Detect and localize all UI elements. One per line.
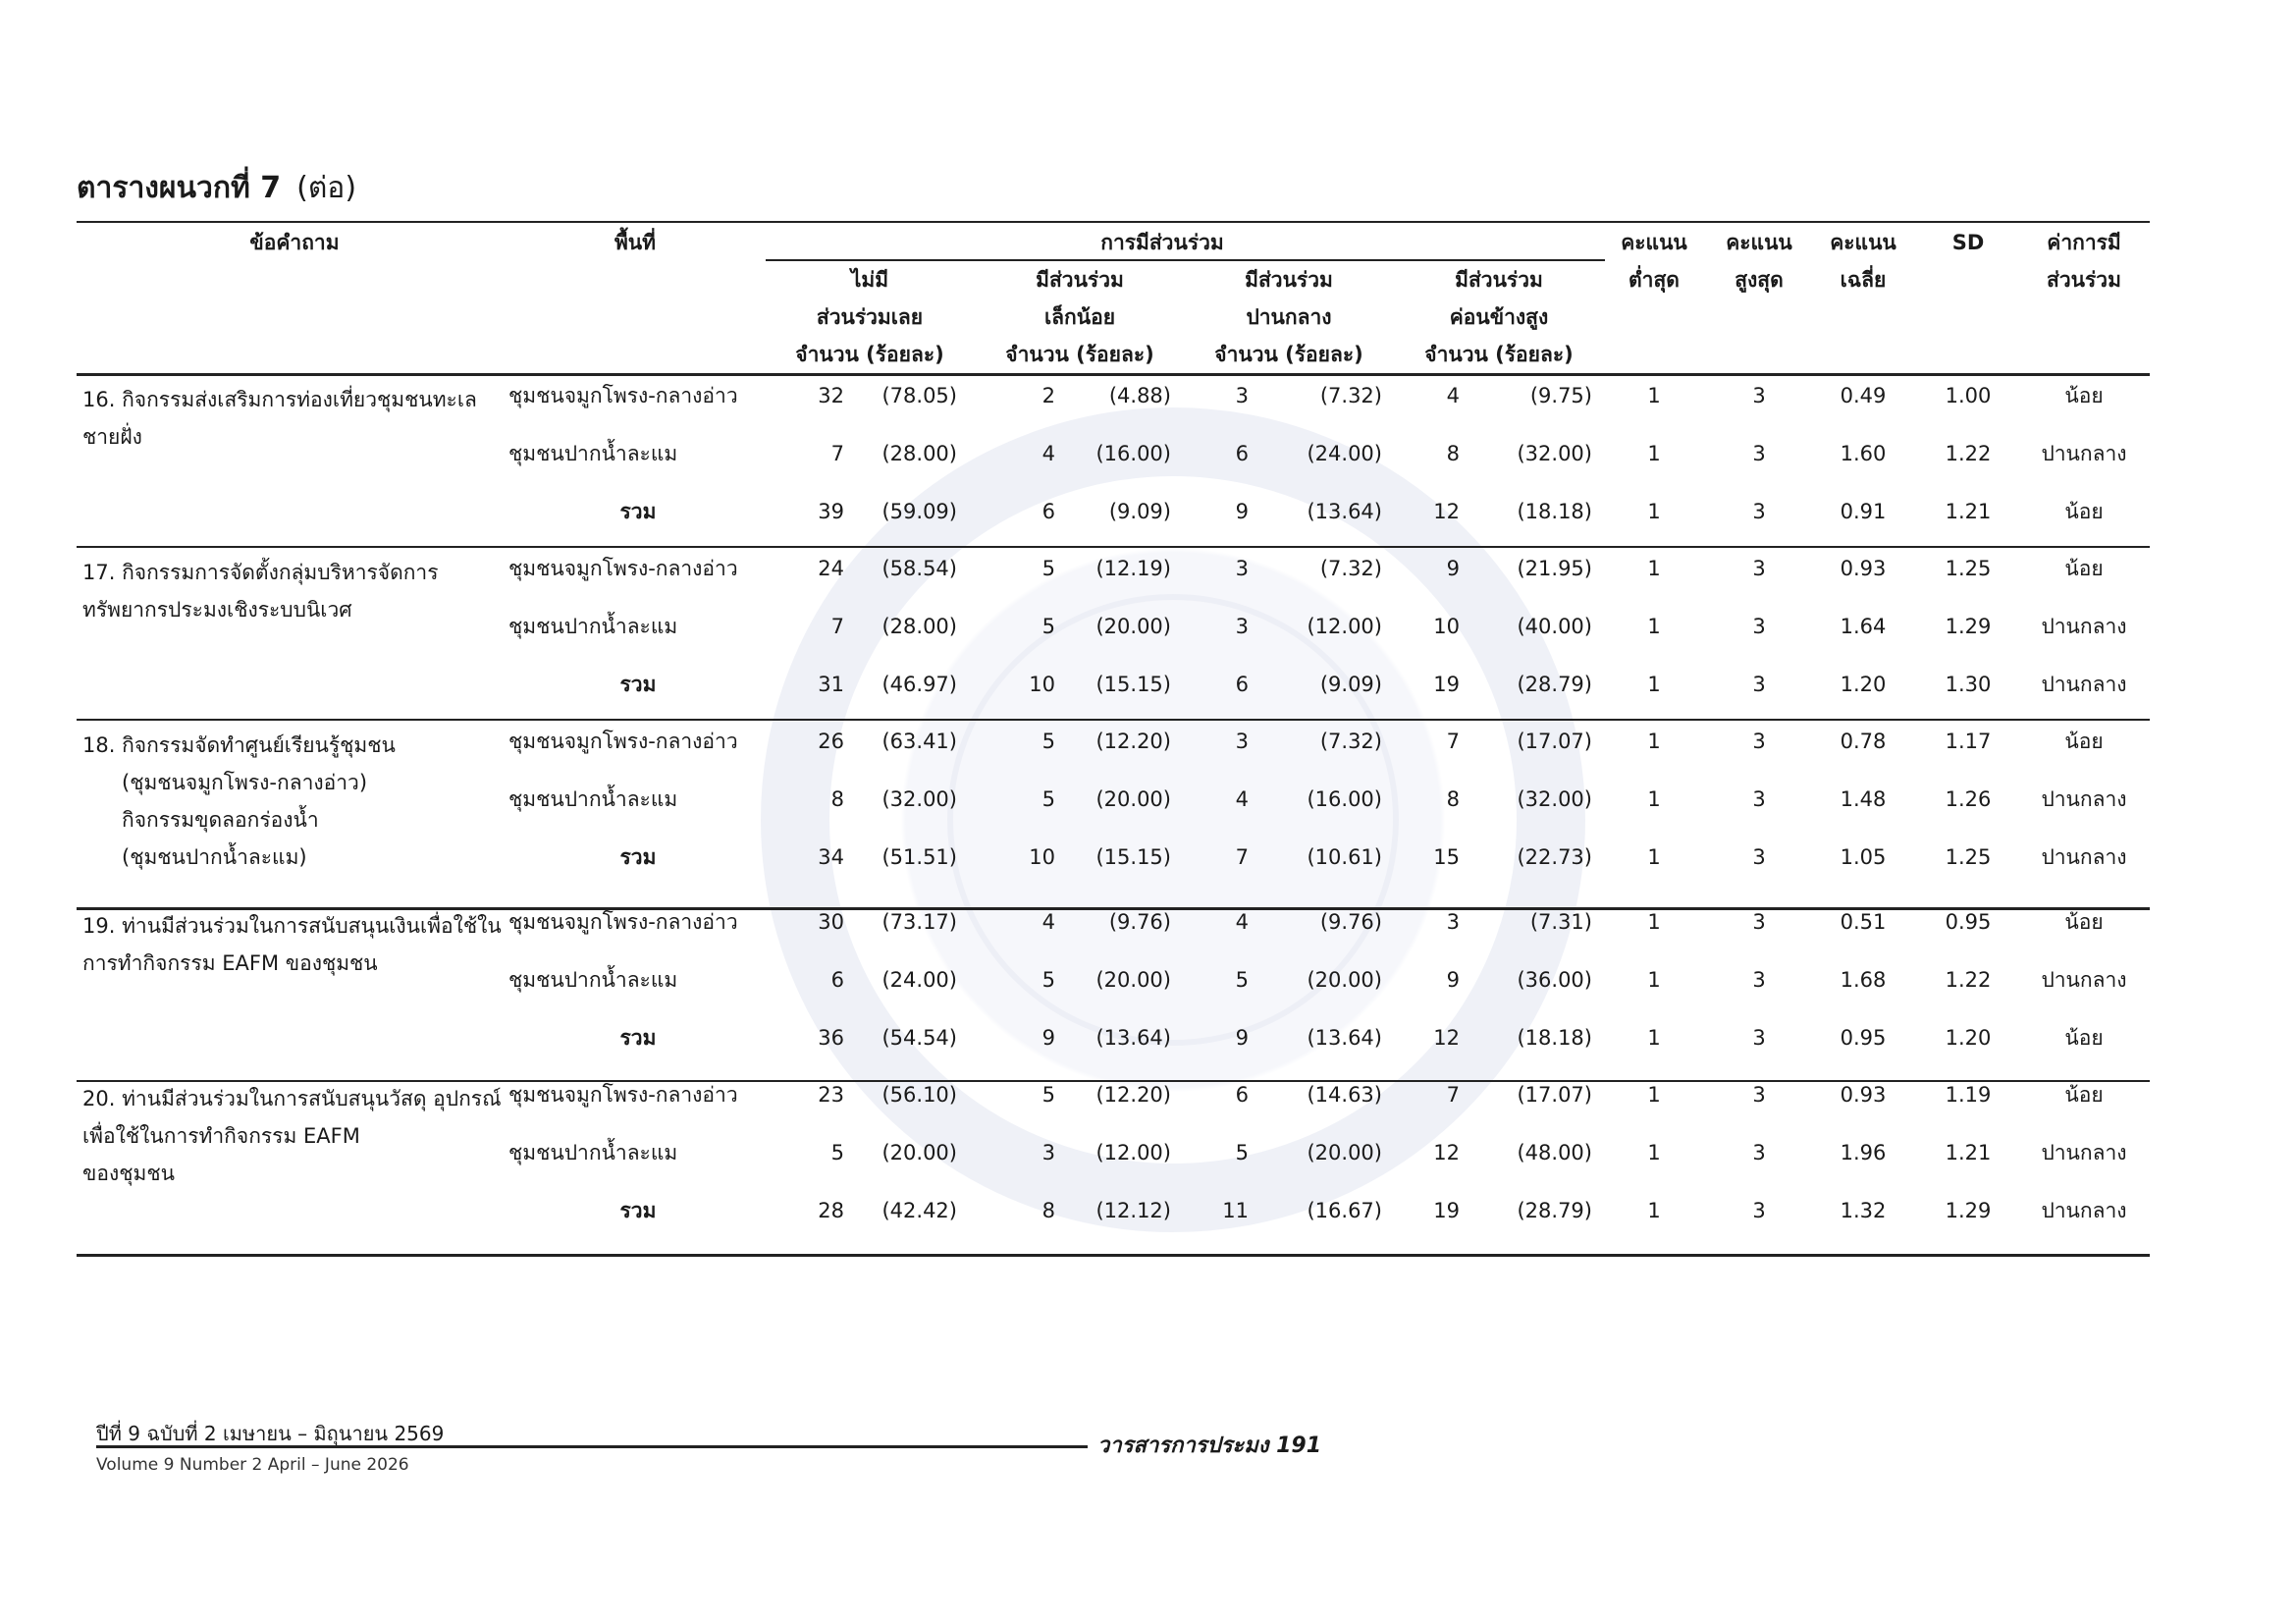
table-title-text: ตารางผนวกที่ 7 [77, 171, 282, 205]
count-cell: 12 [1433, 1026, 1460, 1050]
count-cell: 32 [818, 384, 844, 407]
count-cell: 11 [1222, 1199, 1249, 1222]
percent-cell: (13.64) [1095, 1026, 1171, 1050]
header-cat4-line2: ค่อนข้างสูง [1449, 305, 1549, 329]
count-cell: 19 [1433, 1199, 1460, 1222]
percent-cell: (42.42) [881, 1199, 957, 1222]
row-area: ชุมชนปากน้ำละแม [508, 1141, 678, 1164]
min-cell: 1 [1647, 1141, 1661, 1164]
max-cell: 3 [1752, 1083, 1766, 1107]
header-bottom-rule [77, 373, 2150, 376]
count-cell: 9 [1446, 968, 1460, 992]
question-text-line: ทรัพยากรประมงเชิงระบบนิเวศ [82, 598, 352, 622]
percent-cell: (12.00) [1307, 615, 1382, 638]
count-cell: 5 [1235, 968, 1249, 992]
question-text-line: 16. กิจกรรมส่งเสริมการท่องเที่ยวชุมชนทะเล [82, 388, 477, 411]
level-cell: ปานกลาง [2041, 442, 2127, 465]
level-cell: ปานกลาง [2041, 845, 2127, 869]
header-cat3-line3: จำนวน (ร้อยละ) [1214, 343, 1363, 366]
sd-cell: 1.30 [1945, 673, 1992, 696]
percent-cell: (7.32) [1319, 730, 1382, 753]
count-cell: 7 [1446, 730, 1460, 753]
count-cell: 8 [830, 787, 844, 811]
percent-cell: (16.67) [1307, 1199, 1382, 1222]
sd-cell: 1.00 [1945, 384, 1992, 407]
row-area-total: รวม [619, 673, 657, 696]
avg-cell: 0.78 [1840, 730, 1887, 753]
count-cell: 3 [1041, 1141, 1055, 1164]
header-cat2-line3: จำนวน (ร้อยละ) [1005, 343, 1154, 366]
question-text-line: ของชุมชน [82, 1162, 175, 1185]
header-cat4-line1: มีส่วนร่วม [1455, 268, 1543, 292]
percent-cell: (14.63) [1307, 1083, 1382, 1107]
header-area: พื้นที่ [614, 231, 657, 254]
percent-cell: (32.00) [1517, 787, 1592, 811]
header-sd: SD [1951, 231, 1985, 254]
percent-cell: (28.79) [1517, 1199, 1592, 1222]
count-cell: 10 [1029, 673, 1055, 696]
header-min-line2: ต่ำสุด [1629, 268, 1680, 292]
min-cell: 1 [1647, 557, 1661, 580]
min-cell: 1 [1647, 1026, 1661, 1050]
avg-cell: 0.95 [1840, 1026, 1887, 1050]
min-cell: 1 [1647, 910, 1661, 934]
table-bottom-rule [77, 1254, 2150, 1257]
row-area: ชุมชนจมูกโพรง-กลางอ่าว [508, 557, 738, 580]
count-cell: 6 [1041, 500, 1055, 523]
count-cell: 10 [1433, 615, 1460, 638]
count-cell: 3 [1446, 910, 1460, 934]
table-title [77, 165, 356, 211]
group-separator-rule-2 [77, 719, 2150, 721]
count-cell: 3 [1235, 557, 1249, 580]
avg-cell: 1.68 [1840, 968, 1887, 992]
count-cell: 15 [1433, 845, 1460, 869]
level-cell: ปานกลาง [2041, 1141, 2127, 1164]
percent-cell: (12.00) [1095, 1141, 1171, 1164]
question-text-line: 17. กิจกรรมการจัดตั้งกลุ่มบริหารจัดการ [82, 561, 439, 584]
level-cell: ปานกลาง [2041, 787, 2127, 811]
percent-cell: (7.31) [1529, 910, 1592, 934]
sd-cell: 1.21 [1945, 1141, 1992, 1164]
percent-cell: (40.00) [1517, 615, 1592, 638]
percent-cell: (56.10) [881, 1083, 957, 1107]
count-cell: 3 [1235, 730, 1249, 753]
percent-cell: (28.79) [1517, 673, 1592, 696]
percent-cell: (48.00) [1517, 1141, 1592, 1164]
sd-cell: 1.20 [1945, 1026, 1992, 1050]
header-avg-line2: เฉลี่ย [1840, 268, 1887, 292]
footer-issue-thai: ปีที่ 9 ฉบับที่ 2 เมษายน – มิถุนายน 2569 [96, 1422, 445, 1445]
count-cell: 28 [818, 1199, 844, 1222]
count-cell: 26 [818, 730, 844, 753]
participation-header-rule [766, 259, 1605, 261]
question-text-line: 20. ท่านมีส่วนร่วมในการสนับสนุนวัสดุ อุปกรณ์ [82, 1087, 502, 1110]
percent-cell: (63.41) [881, 730, 957, 753]
level-cell: น้อย [2064, 1026, 2104, 1050]
count-cell: 4 [1041, 442, 1055, 465]
avg-cell: 1.60 [1840, 442, 1887, 465]
percent-cell: (4.88) [1108, 384, 1171, 407]
percent-cell: (10.61) [1307, 845, 1382, 869]
sd-cell: 1.29 [1945, 615, 1992, 638]
count-cell: 5 [1041, 730, 1055, 753]
row-area-total: รวม [619, 845, 657, 869]
footer-journal-page: วารสารการประมง 191 [1097, 1434, 1322, 1458]
max-cell: 3 [1752, 1026, 1766, 1050]
percent-cell: (13.64) [1307, 1026, 1382, 1050]
header-participation: การมีส่วนร่วม [1100, 231, 1224, 254]
percent-cell: (28.00) [881, 615, 957, 638]
count-cell: 5 [1041, 968, 1055, 992]
percent-cell: (24.00) [1307, 442, 1382, 465]
count-cell: 23 [818, 1083, 844, 1107]
count-cell: 3 [1235, 615, 1249, 638]
max-cell: 3 [1752, 787, 1766, 811]
count-cell: 5 [1041, 557, 1055, 580]
header-question: ข้อคำถาม [249, 231, 340, 254]
min-cell: 1 [1647, 442, 1661, 465]
percent-cell: (20.00) [1307, 1141, 1382, 1164]
sd-cell: 1.21 [1945, 500, 1992, 523]
header-cat1-line1: ไม่มี [850, 268, 889, 292]
max-cell: 3 [1752, 500, 1766, 523]
question-text-line: ชายฝั่ง [82, 425, 142, 449]
count-cell: 8 [1041, 1199, 1055, 1222]
question-text-line: (ชุมชนปากน้ำละแม) [122, 845, 307, 869]
percent-cell: (17.07) [1517, 1083, 1592, 1107]
percent-cell: (51.51) [881, 845, 957, 869]
count-cell: 8 [1446, 787, 1460, 811]
level-cell: ปานกลาง [2041, 1199, 2127, 1222]
count-cell: 6 [1235, 442, 1249, 465]
count-cell: 39 [818, 500, 844, 523]
percent-cell: (7.32) [1319, 557, 1382, 580]
count-cell: 7 [1235, 845, 1249, 869]
percent-cell: (15.15) [1095, 673, 1171, 696]
count-cell: 36 [818, 1026, 844, 1050]
percent-cell: (28.00) [881, 442, 957, 465]
header-cat1-line3: จำนวน (ร้อยละ) [795, 343, 944, 366]
percent-cell: (17.07) [1517, 730, 1592, 753]
count-cell: 4 [1235, 787, 1249, 811]
question-text-line: เพื่อใช้ในการทำกิจกรรม EAFM [82, 1124, 360, 1148]
percent-cell: (7.32) [1319, 384, 1382, 407]
percent-cell: (9.76) [1108, 910, 1171, 934]
count-cell: 5 [1041, 787, 1055, 811]
count-cell: 7 [830, 615, 844, 638]
avg-cell: 1.32 [1840, 1199, 1887, 1222]
percent-cell: (15.15) [1095, 845, 1171, 869]
min-cell: 1 [1647, 787, 1661, 811]
max-cell: 3 [1752, 673, 1766, 696]
sd-cell: 1.17 [1945, 730, 1992, 753]
min-cell: 1 [1647, 968, 1661, 992]
count-cell: 4 [1041, 910, 1055, 934]
question-text-line: (ชุมชนจมูกโพรง-กลางอ่าว) [122, 771, 368, 794]
count-cell: 12 [1433, 500, 1460, 523]
count-cell: 5 [1041, 615, 1055, 638]
footer-issue-english: Volume 9 Number 2 April – June 2026 [96, 1455, 409, 1475]
level-cell: น้อย [2064, 1083, 2104, 1107]
question-text-line: กิจกรรมขุดลอกร่องน้ำ [122, 808, 319, 832]
percent-cell: (13.64) [1307, 500, 1382, 523]
percent-cell: (73.17) [881, 910, 957, 934]
count-cell: 4 [1446, 384, 1460, 407]
max-cell: 3 [1752, 1199, 1766, 1222]
count-cell: 3 [1235, 384, 1249, 407]
sd-cell: 1.22 [1945, 442, 1992, 465]
count-cell: 7 [1446, 1083, 1460, 1107]
group-separator-rule-1 [77, 546, 2150, 548]
percent-cell: (32.00) [881, 787, 957, 811]
min-cell: 1 [1647, 1199, 1661, 1222]
min-cell: 1 [1647, 615, 1661, 638]
level-cell: น้อย [2064, 730, 2104, 753]
row-area: ชุมชนปากน้ำละแม [508, 968, 678, 992]
header-min-line1: คะแนน [1621, 231, 1687, 254]
count-cell: 6 [1235, 673, 1249, 696]
max-cell: 3 [1752, 730, 1766, 753]
percent-cell: (12.20) [1095, 1083, 1171, 1107]
footer-rule [96, 1445, 1088, 1448]
count-cell: 34 [818, 845, 844, 869]
min-cell: 1 [1647, 1083, 1661, 1107]
sd-cell: 1.19 [1945, 1083, 1992, 1107]
count-cell: 9 [1446, 557, 1460, 580]
percent-cell: (12.20) [1095, 730, 1171, 753]
count-cell: 7 [830, 442, 844, 465]
avg-cell: 1.64 [1840, 615, 1887, 638]
percent-cell: (78.05) [881, 384, 957, 407]
header-max-line1: คะแนน [1726, 231, 1792, 254]
count-cell: 9 [1235, 500, 1249, 523]
row-area: ชุมชนจมูกโพรง-กลางอ่าว [508, 384, 738, 407]
level-cell: น้อย [2064, 910, 2104, 934]
sd-cell: 1.25 [1945, 557, 1992, 580]
max-cell: 3 [1752, 910, 1766, 934]
percent-cell: (58.54) [881, 557, 957, 580]
table-title-continued: (ต่อ) [296, 171, 357, 205]
percent-cell: (12.12) [1095, 1199, 1171, 1222]
percent-cell: (20.00) [1095, 615, 1171, 638]
header-cat3-line1: มีส่วนร่วม [1245, 268, 1333, 292]
header-level-line1: ค่าการมี [2047, 231, 2121, 254]
count-cell: 5 [1235, 1141, 1249, 1164]
count-cell: 2 [1041, 384, 1055, 407]
avg-cell: 1.48 [1840, 787, 1887, 811]
question-text-line: 18. กิจกรรมจัดทำศูนย์เรียนรู้ชุมชน [82, 733, 396, 757]
avg-cell: 1.96 [1840, 1141, 1887, 1164]
count-cell: 5 [830, 1141, 844, 1164]
row-area: ชุมชนจมูกโพรง-กลางอ่าว [508, 730, 738, 753]
level-cell: ปานกลาง [2041, 968, 2127, 992]
avg-cell: 1.20 [1840, 673, 1887, 696]
avg-cell: 0.51 [1840, 910, 1887, 934]
percent-cell: (36.00) [1517, 968, 1592, 992]
avg-cell: 0.93 [1840, 557, 1887, 580]
level-cell: น้อย [2064, 384, 2104, 407]
percent-cell: (9.76) [1319, 910, 1382, 934]
header-avg-line1: คะแนน [1830, 231, 1896, 254]
max-cell: 3 [1752, 1141, 1766, 1164]
avg-cell: 0.49 [1840, 384, 1887, 407]
header-cat4-line3: จำนวน (ร้อยละ) [1424, 343, 1574, 366]
count-cell: 6 [1235, 1083, 1249, 1107]
sd-cell: 1.22 [1945, 968, 1992, 992]
percent-cell: (9.75) [1529, 384, 1592, 407]
percent-cell: (18.18) [1517, 1026, 1592, 1050]
percent-cell: (21.95) [1517, 557, 1592, 580]
question-text-line: การทำกิจกรรม EAFM ของชุมชน [82, 951, 378, 975]
percent-cell: (20.00) [1095, 787, 1171, 811]
min-cell: 1 [1647, 845, 1661, 869]
percent-cell: (46.97) [881, 673, 957, 696]
sd-cell: 1.29 [1945, 1199, 1992, 1222]
percent-cell: (9.09) [1108, 500, 1171, 523]
count-cell: 30 [818, 910, 844, 934]
row-area: ชุมชนจมูกโพรง-กลางอ่าว [508, 1083, 738, 1107]
level-cell: ปานกลาง [2041, 673, 2127, 696]
question-text-line: 19. ท่านมีส่วนร่วมในการสนับสนุนเงินเพื่อใช้ใน [82, 914, 502, 938]
level-cell: น้อย [2064, 557, 2104, 580]
header-cat3-line2: ปานกลาง [1246, 305, 1332, 329]
sd-cell: 1.25 [1945, 845, 1992, 869]
sd-cell: 1.26 [1945, 787, 1992, 811]
count-cell: 5 [1041, 1083, 1055, 1107]
header-level-line2: ส่วนร่วม [2047, 268, 2121, 292]
avg-cell: 0.93 [1840, 1083, 1887, 1107]
count-cell: 10 [1029, 845, 1055, 869]
count-cell: 12 [1433, 1141, 1460, 1164]
max-cell: 3 [1752, 845, 1766, 869]
header-cat2-line1: มีส่วนร่วม [1036, 268, 1124, 292]
max-cell: 3 [1752, 557, 1766, 580]
row-area: ชุมชนจมูกโพรง-กลางอ่าว [508, 910, 738, 934]
max-cell: 3 [1752, 442, 1766, 465]
row-area: ชุมชนปากน้ำละแม [508, 442, 678, 465]
min-cell: 1 [1647, 730, 1661, 753]
row-area-total: รวม [619, 1026, 657, 1050]
percent-cell: (20.00) [1095, 968, 1171, 992]
percent-cell: (20.00) [881, 1141, 957, 1164]
percent-cell: (59.09) [881, 500, 957, 523]
percent-cell: (18.18) [1517, 500, 1592, 523]
percent-cell: (22.73) [1517, 845, 1592, 869]
count-cell: 19 [1433, 673, 1460, 696]
min-cell: 1 [1647, 673, 1661, 696]
count-cell: 6 [830, 968, 844, 992]
count-cell: 9 [1235, 1026, 1249, 1050]
count-cell: 31 [818, 673, 844, 696]
min-cell: 1 [1647, 500, 1661, 523]
max-cell: 3 [1752, 384, 1766, 407]
percent-cell: (16.00) [1307, 787, 1382, 811]
table-top-rule [77, 221, 2150, 223]
row-area: ชุมชนปากน้ำละแม [508, 615, 678, 638]
header-cat1-line2: ส่วนร่วมเลย [816, 305, 924, 329]
percent-cell: (54.54) [881, 1026, 957, 1050]
header-cat2-line2: เล็กน้อย [1043, 305, 1116, 329]
avg-cell: 1.05 [1840, 845, 1887, 869]
count-cell: 9 [1041, 1026, 1055, 1050]
percent-cell: (32.00) [1517, 442, 1592, 465]
level-cell: ปานกลาง [2041, 615, 2127, 638]
row-area: ชุมชนปากน้ำละแม [508, 787, 678, 811]
row-area-total: รวม [619, 500, 657, 523]
max-cell: 3 [1752, 615, 1766, 638]
max-cell: 3 [1752, 968, 1766, 992]
level-cell: น้อย [2064, 500, 2104, 523]
percent-cell: (12.19) [1095, 557, 1171, 580]
count-cell: 4 [1235, 910, 1249, 934]
count-cell: 8 [1446, 442, 1460, 465]
header-max-line2: สูงสุด [1735, 268, 1784, 292]
percent-cell: (24.00) [881, 968, 957, 992]
sd-cell: 0.95 [1945, 910, 1992, 934]
min-cell: 1 [1647, 384, 1661, 407]
avg-cell: 0.91 [1840, 500, 1887, 523]
percent-cell: (16.00) [1095, 442, 1171, 465]
percent-cell: (20.00) [1307, 968, 1382, 992]
count-cell: 24 [818, 557, 844, 580]
row-area-total: รวม [619, 1199, 657, 1222]
percent-cell: (9.09) [1319, 673, 1382, 696]
